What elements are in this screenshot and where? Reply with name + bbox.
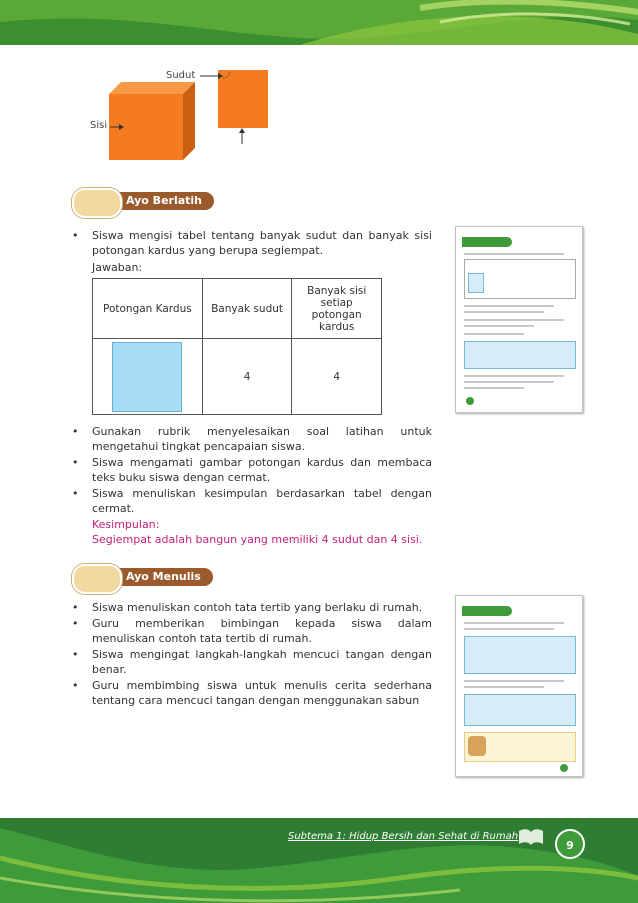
- answer-table: [92, 278, 382, 415]
- student-book-thumbnail-2: [455, 595, 583, 777]
- bullet-icon: •: [72, 648, 79, 661]
- cube-figure: [90, 60, 290, 160]
- badge-label: Ayo Berlatih: [102, 192, 214, 210]
- paragraph-8: Guru membimbing siswa untuk menulis cerita sederhana tentang cara mencuci tangan dengan menggunakan sabun: [92, 679, 432, 707]
- badge-label: Ayo Menulis: [102, 568, 213, 586]
- table-header: Potongan Kardus: [93, 279, 203, 339]
- bullet-icon: •: [72, 487, 79, 500]
- header-band: [0, 0, 638, 45]
- table-cell: [93, 339, 203, 415]
- paragraph-1: Siswa mengisi tabel tentang banyak sudut dan banyak sisi potongan kardus yang berupa segiempat.: [92, 229, 432, 257]
- paragraph-2: Gunakan rubrik menyelesaikan soal latihan untuk mengetahui tingkat pencapaian siswa.: [92, 425, 432, 453]
- pencil-icon: [72, 564, 122, 594]
- table-cell: 4: [202, 339, 292, 415]
- table-cell: 4: [292, 339, 382, 415]
- paragraph-5: Siswa menuliskan contoh tata tertib yang berlaku di rumah.: [92, 601, 423, 614]
- paragraph-3: Siswa mengamati gambar potongan kardus dan membaca teks buku siswa dengan cermat.: [92, 456, 432, 484]
- kesimpulan-text: Segiempat adalah bangun yang memiliki 4 sudut dan 4 sisi.: [92, 533, 423, 546]
- paragraph-7: Siswa mengingat langkah-langkah mencuci tangan dengan benar.: [92, 648, 432, 676]
- table-header: Banyak sudut: [202, 279, 292, 339]
- student-book-thumbnail-1: [455, 226, 583, 413]
- bullet-icon: •: [72, 679, 79, 692]
- section-badge-ayo-berlatih: [72, 188, 202, 214]
- students-icon: [72, 188, 122, 218]
- section-badge-ayo-menulis: [72, 564, 202, 590]
- paragraph-4: Siswa menuliskan kesimpulan berdasarkan tabel dengan cermat.: [92, 487, 432, 515]
- open-book-icon: [518, 828, 544, 846]
- table-header: Banyak sisi setiap potongan kardus: [292, 279, 382, 339]
- kesimpulan-label: Kesimpulan:: [92, 518, 160, 531]
- subtema-footer: Subtema 1: Hidup Bersih dan Sehat di Rumah: [288, 831, 519, 842]
- bullet-icon: •: [72, 601, 79, 614]
- bullet-icon: •: [72, 229, 79, 242]
- paragraph-6: Guru memberikan bimbingan kepada siswa dalam menuliskan contoh tata tertib di rumah.: [92, 617, 432, 645]
- blue-square: [112, 342, 182, 412]
- sudut-label: Sudut: [166, 70, 196, 81]
- bullet-icon: •: [72, 425, 79, 438]
- bullet-icon: •: [72, 617, 79, 630]
- page-number: 9: [555, 829, 585, 859]
- jawaban-label: Jawaban:: [92, 261, 143, 274]
- bullet-icon: •: [72, 456, 79, 469]
- sisi-label: Sisi: [90, 120, 108, 131]
